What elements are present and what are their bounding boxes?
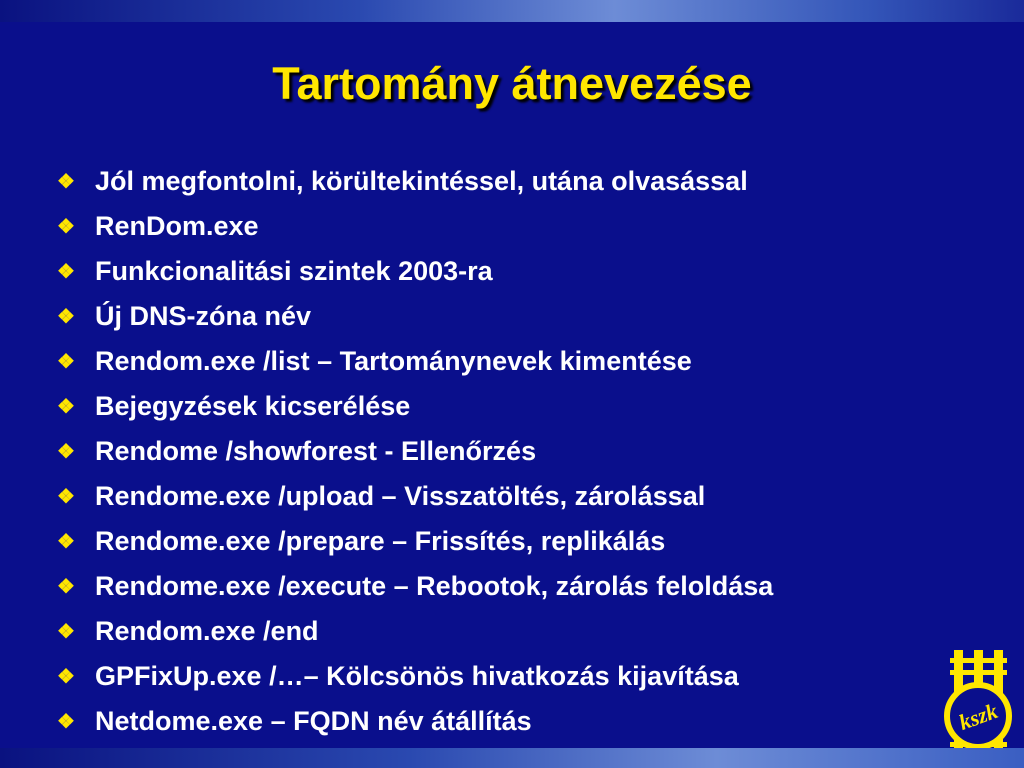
bullet-item	[57, 475, 987, 520]
diamond-bullet-icon: ❖	[57, 261, 75, 283]
bullet-text: Új DNS-zóna név	[95, 301, 312, 331]
bullet-text: Funkcionalitási szintek 2003-ra	[95, 256, 493, 286]
diamond-bullet-icon: ❖	[57, 621, 75, 643]
bullet-item	[57, 160, 987, 205]
diamond-bullet-icon: ❖	[57, 576, 75, 598]
bullet-item	[57, 700, 987, 745]
bullet-item	[57, 565, 987, 610]
diamond-bullet-icon: ❖	[57, 711, 75, 733]
slide-title: Tartomány átnevezése	[272, 58, 752, 109]
bullet-item	[57, 295, 987, 340]
diamond-bullet-icon: ❖	[57, 216, 75, 238]
bullet-item	[57, 205, 987, 250]
bullet-item	[57, 655, 987, 700]
diamond-bullet-icon: ❖	[57, 531, 75, 553]
svg-text:kszk: kszk	[955, 698, 1001, 735]
bullet-item	[57, 250, 987, 295]
bullet-text: Jól megfontolni, körültekintéssel, utána olvasással	[95, 166, 748, 196]
bullet-item	[57, 430, 987, 475]
diamond-bullet-icon: ❖	[57, 666, 75, 688]
bullet-item	[57, 520, 987, 565]
bullet-item	[57, 385, 987, 430]
bullet-text: Rendome.exe /execute – Rebootok, zárolás feloldása	[95, 571, 774, 601]
bullet-text: GPFixUp.exe /…– Kölcsönös hivatkozás kijavítása	[95, 661, 739, 691]
diamond-bullet-icon: ❖	[57, 351, 75, 373]
diamond-bullet-icon: ❖	[57, 306, 75, 328]
bullet-text: Rendome.exe /upload – Visszatöltés, zárolással	[95, 481, 706, 511]
kszk-logo-icon	[936, 644, 1020, 762]
bullet-text: Rendome.exe /prepare – Frissítés, replikálás	[95, 526, 666, 556]
bullet-text: Rendom.exe /list – Tartománynevek kimentése	[95, 346, 692, 376]
bullet-item	[57, 610, 987, 655]
bullet-text: Rendome /showforest - Ellenőrzés	[95, 436, 537, 466]
diamond-bullet-icon: ❖	[57, 441, 75, 463]
bullet-text: Rendom.exe /end	[95, 616, 319, 646]
diamond-bullet-icon: ❖	[57, 486, 75, 508]
bullet-text: Bejegyzések kicserélése	[95, 391, 411, 421]
bullet-text: Netdome.exe – FQDN név átállítás	[95, 706, 532, 736]
bottom-gradient-band	[0, 748, 1024, 768]
diamond-bullet-icon: ❖	[57, 171, 75, 193]
top-gradient-band	[0, 0, 1024, 22]
diamond-bullet-icon: ❖	[57, 396, 75, 418]
bullet-item	[57, 340, 987, 385]
bullet-text: RenDom.exe	[95, 211, 259, 241]
bullet-list	[57, 160, 987, 745]
